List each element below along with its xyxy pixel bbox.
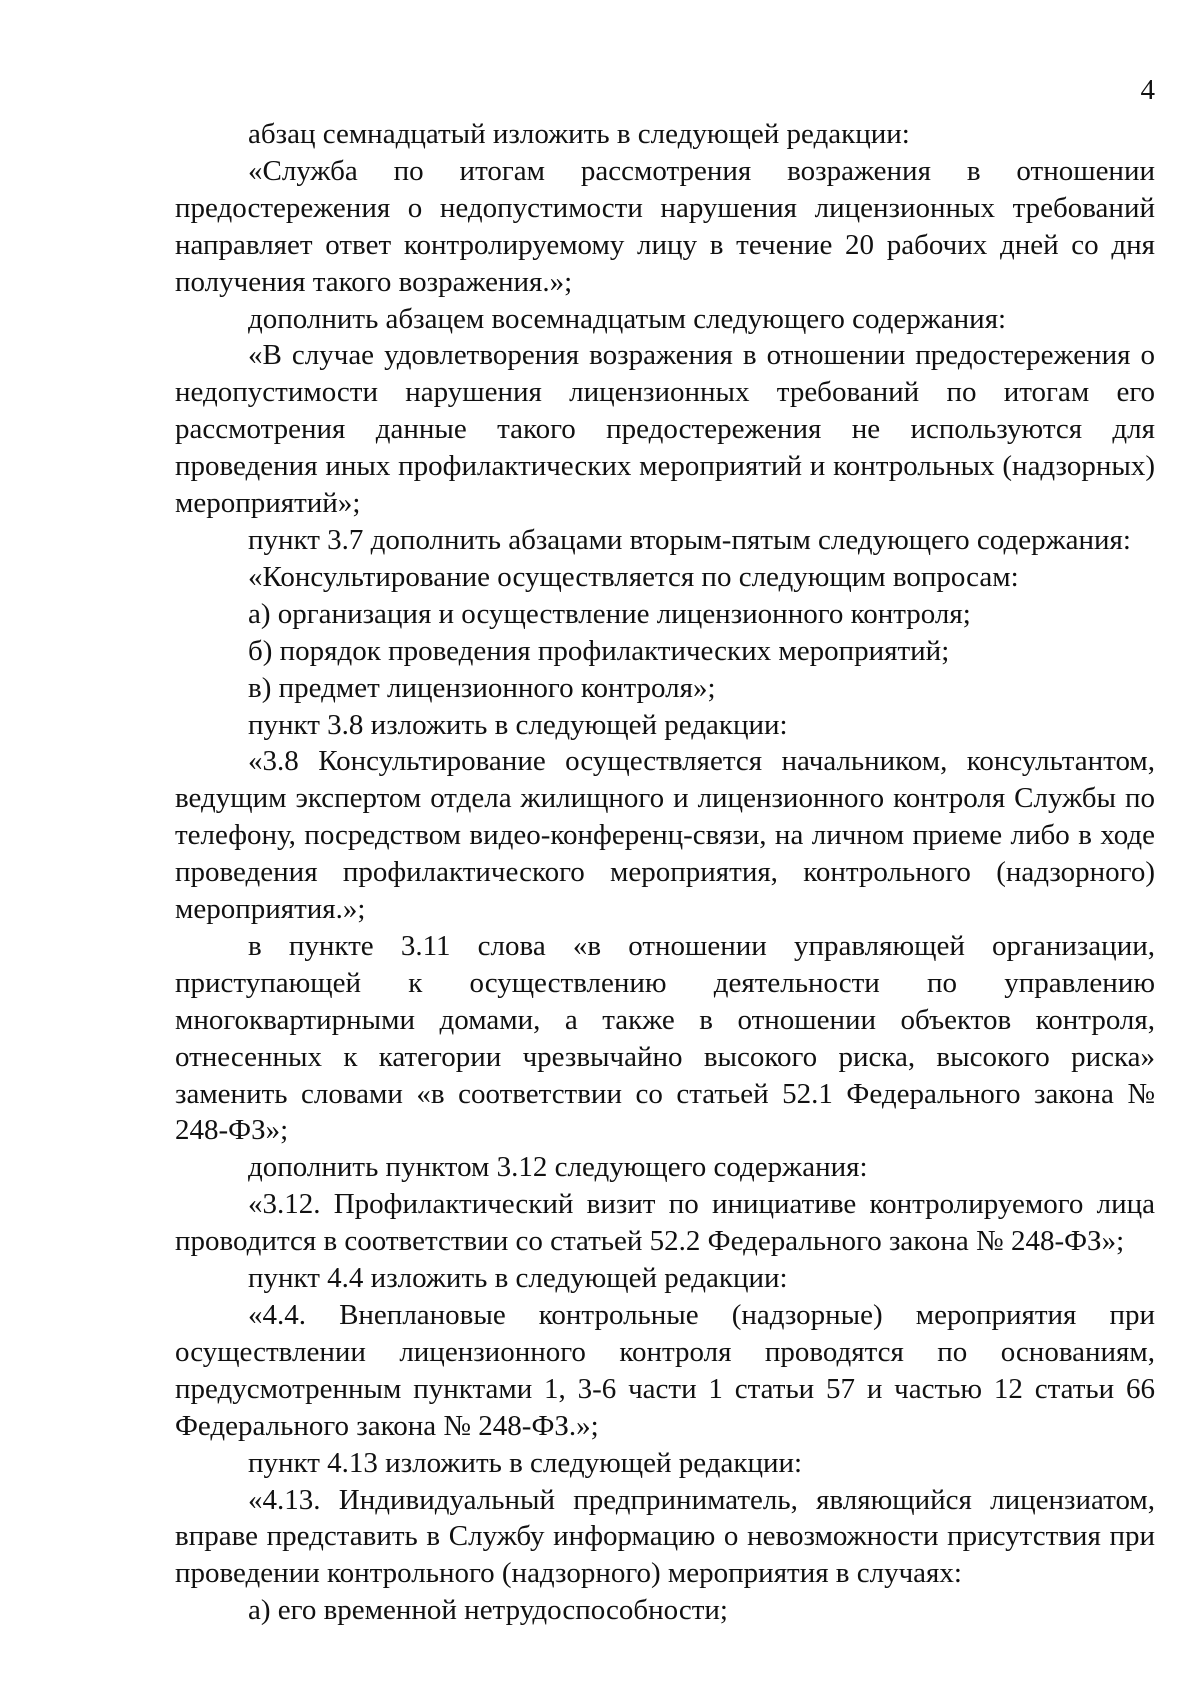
paragraph: «Служба по итогам рассмотрения возражения в отношении предостережения о недопустимости нарушения лицензионных требований направляет ответ контролируемому лицу в течение 20 рабочих дней со дня получения такого возражения.»;	[175, 154, 1155, 298]
paragraph: дополнить пунктом 3.12 следующего содержания:	[248, 1151, 868, 1184]
paragraph: «4.13. Индивидуальный предприниматель, являющийся лицензиатом, вправе представить в Службу информацию о невозможности присутствия при проведении контрольного (надзорного) мероприятия в случаях:	[175, 1483, 1155, 1590]
paragraph: дополнить абзацем восемнадцатым следующего содержания:	[248, 302, 1007, 335]
paragraph: «4.4. Внеплановые контрольные (надзорные) мероприятия при осуществлении лицензионного контроля проводятся по основаниям, предусмотренным пунктами 1, 3-6 части 1 статьи 57 и частью 12 статьи 66 Федерального закона № 248-ФЗ.»;	[175, 1299, 1155, 1442]
paragraph: пункт 3.8 изложить в следующей редакции:	[248, 708, 788, 741]
list-item: а) его временной нетрудоспособности;	[248, 1594, 728, 1627]
list-item: в) предмет лицензионного контроля»;	[248, 671, 716, 704]
paragraph: пункт 4.4 изложить в следующей редакции:	[248, 1262, 788, 1295]
paragraph: «В случае удовлетворения возражения в отношении предостережения о недопустимости нарушения лицензионных требований по итогам его рассмотрения данные такого предостережения не используются для проведения иных профилактических мероприятий и контрольных (надзорных) мероприятий»;	[175, 339, 1155, 520]
document-body	[175, 116, 1155, 1629]
list-item: а) организация и осуществление лицензионного контроля;	[248, 597, 971, 630]
paragraph: «3.8 Консультирование осуществляется начальником, консультантом, ведущим экспертом отдела жилищного и лицензионного контроля Службы по телефону, посредством видео-конференц-связи, на личном приеме либо в ходе проведения профилактического мероприятия, контрольного (надзорного) мероприятия.»;	[175, 745, 1155, 926]
paragraph: «Консультирование осуществляется по следующим вопросам:	[248, 560, 1019, 593]
paragraph: пункт 3.7 дополнить абзацами вторым-пятым следующего содержания:	[248, 523, 1131, 556]
paragraph: пункт 4.13 изложить в следующей редакции:	[248, 1446, 803, 1479]
list-item: б) порядок проведения профилактических мероприятий;	[248, 634, 950, 667]
page-number: 4	[1140, 74, 1155, 106]
paragraph: в пункте 3.11 слова «в отношении управляющей организации, приступающей к осуществлению деятельности по управлению многоквартирными домами, а также в отношении объектов контроля, отнесенных к категории чрезвычайно высокого риска, высокого риска» заменить словами «в соответствии со статьей 52.1 Федерального закона № 248-ФЗ»;	[175, 929, 1155, 1147]
paragraph: абзац семнадцатый изложить в следующей редакции:	[248, 118, 910, 150]
paragraph: «3.12. Профилактический визит по инициативе контролируемого лица проводится в соответствии со статьей 52.2 Федерального закона № 248-ФЗ»;	[175, 1188, 1155, 1258]
